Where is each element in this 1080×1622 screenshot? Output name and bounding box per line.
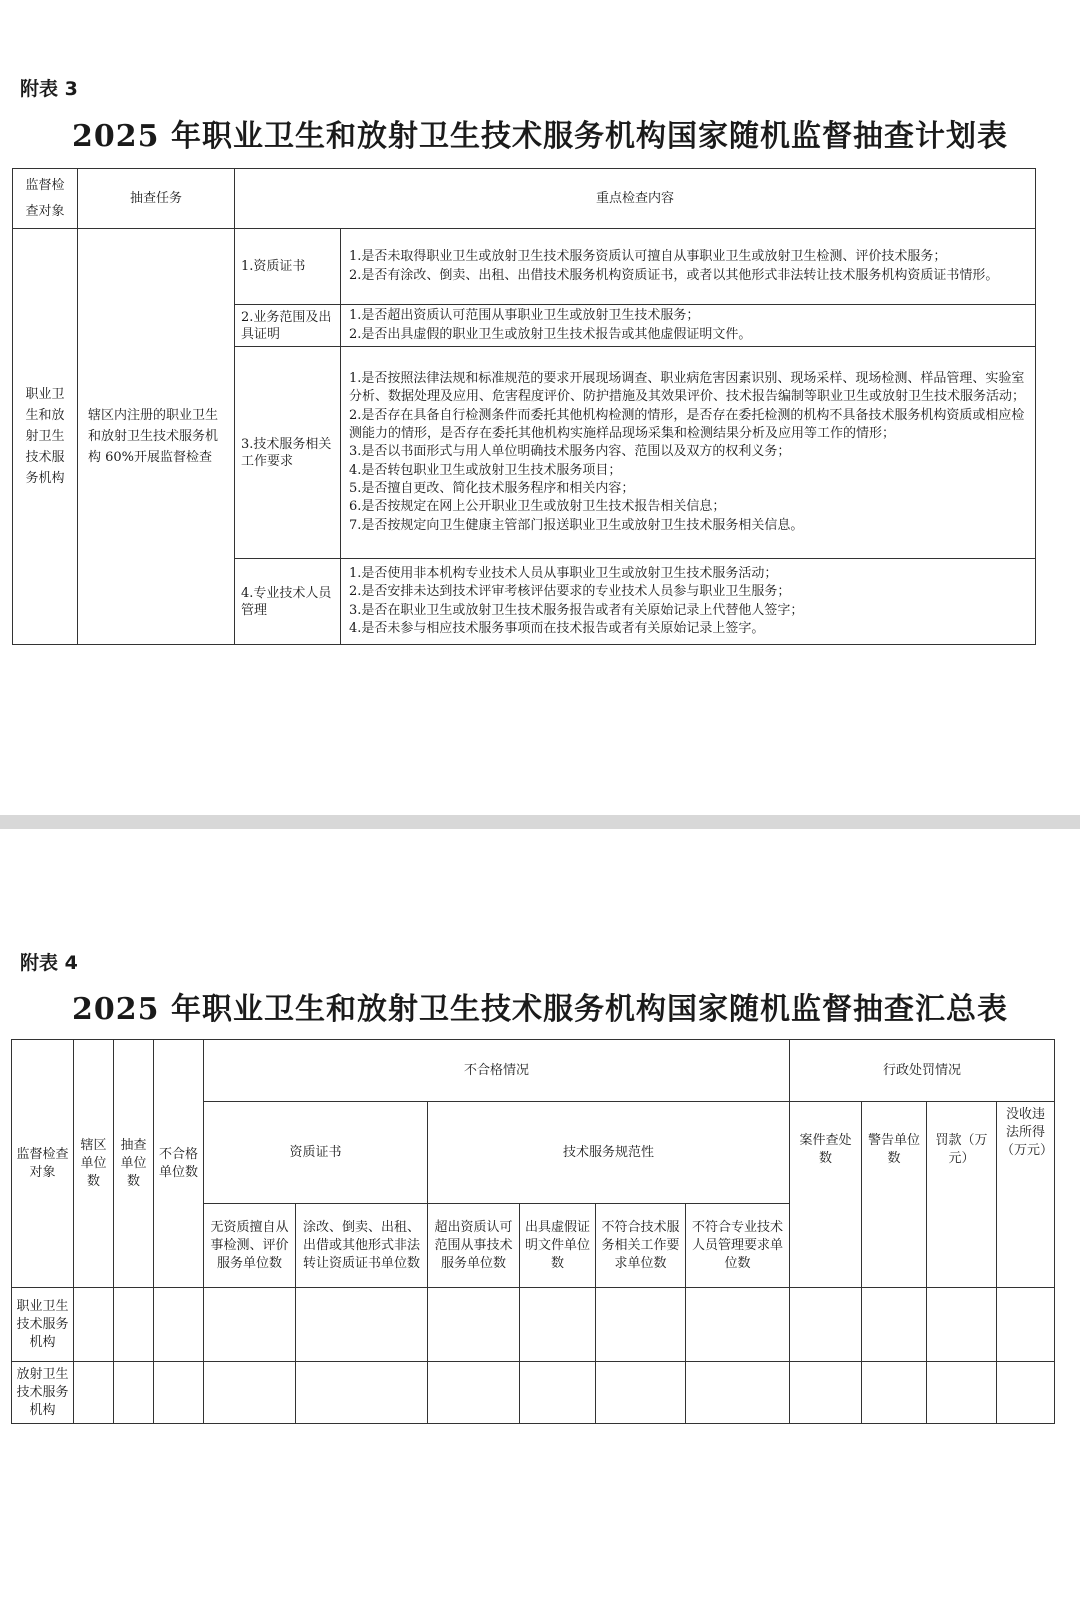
data-cell <box>74 1288 114 1362</box>
data-cell <box>428 1362 520 1424</box>
section-name: 2.业务范围及出具证明 <box>235 305 341 347</box>
header-cases: 案件查处数 <box>790 1102 862 1288</box>
data-cell <box>596 1288 686 1362</box>
section-items <box>341 305 1036 347</box>
data-cell <box>74 1362 114 1424</box>
header-fine: 罚款（万元） <box>927 1102 997 1288</box>
data-cell <box>154 1288 204 1362</box>
header-confiscate: 没收违法所得（万元） <box>997 1102 1055 1288</box>
data-cell <box>114 1362 154 1424</box>
data-cell <box>296 1288 428 1362</box>
summary-title: 2025 年职业卫生和放射卫生技术服务机构国家随机监督抽查汇总表 <box>72 992 1008 1027</box>
header-no-qual: 无资质擅自从事检测、评价服务单位数 <box>204 1204 296 1288</box>
data-cell <box>862 1362 927 1424</box>
data-cell <box>204 1362 296 1424</box>
header-penalty: 行政处罚情况 <box>790 1040 1055 1102</box>
header-sampled: 抽查单位数 <box>114 1040 154 1288</box>
header-task: 抽查任务 <box>78 169 235 229</box>
data-cell <box>997 1288 1055 1362</box>
header-false-cert: 出具虚假证明文件单位数 <box>520 1204 596 1288</box>
section-items <box>341 559 1036 645</box>
header-alter: 涂改、倒卖、出租、出借或其他形式非法转让资质证书单位数 <box>296 1204 428 1288</box>
header-jurisdiction: 辖区单位数 <box>74 1040 114 1288</box>
check-item: 3.是否在职业卫生或放射卫生技术服务报告或者有关原始记录上代替他人签字； <box>349 602 804 618</box>
header-tech-req: 不符合技术服务相关工作要求单位数 <box>596 1204 686 1288</box>
data-cell <box>204 1288 296 1362</box>
data-cell <box>790 1362 862 1424</box>
data-cell <box>686 1288 790 1362</box>
data-cell <box>114 1288 154 1362</box>
page-separator <box>0 815 1080 829</box>
row-label: 职业卫生技术服务机构 <box>12 1288 74 1362</box>
plan-table <box>12 168 1036 645</box>
data-cell <box>927 1362 997 1424</box>
check-item: 2.是否出具虚假的职业卫生或放射卫生技术报告或其他虚假证明文件。 <box>349 326 752 342</box>
target-cell: 职业卫生和放射卫生技术服务机构 <box>13 229 78 645</box>
check-item: 1.是否超出资质认可范围从事职业卫生或放射卫生技术服务； <box>349 308 700 324</box>
data-cell <box>997 1362 1055 1424</box>
check-item: 1.是否按照法律法规和标准规范的要求开展现场调查、职业病危害因素识别、现场采样、现场检测、样品管理、实验室分析、数据处理及应用、危害程度评价、防护措施及其效果评价、技术报告编制等职业卫生或放射卫生技术服务活动； <box>349 371 1026 405</box>
data-cell <box>927 1288 997 1362</box>
data-cell <box>296 1362 428 1424</box>
data-cell <box>596 1362 686 1424</box>
section-name: 1.资质证书 <box>235 229 341 305</box>
section-name: 4.专业技术人员管理 <box>235 559 341 645</box>
header-beyond: 超出资质认可范围从事技术服务单位数 <box>428 1204 520 1288</box>
check-item: 2.是否有涂改、倒卖、出租、出借技术服务机构资质证书，或者以其他形式非法转让技术服务机构资质证书情形。 <box>349 267 999 283</box>
task-cell: 辖区内注册的职业卫生和放射卫生技术服务机构 60%开展监督检查 <box>78 229 235 645</box>
data-cell <box>790 1288 862 1362</box>
data-cell <box>862 1288 927 1362</box>
check-item: 1.是否使用非本机构专业技术人员从事职业卫生或放射卫生技术服务活动； <box>349 565 778 581</box>
check-item: 1.是否未取得职业卫生或放射卫生技术服务资质认可擅自从事职业卫生或放射卫生检测、评价技术服务； <box>349 249 947 265</box>
data-cell <box>154 1362 204 1424</box>
appendix-label-3: 附表 3 <box>20 78 78 100</box>
check-item: 4.是否转包职业卫生或放射卫生技术服务项目； <box>349 462 622 478</box>
summary-table <box>11 1039 1055 1424</box>
header-target: 监督检查对象 <box>13 169 78 229</box>
data-cell <box>520 1362 596 1424</box>
header-staff: 不符合专业技术人员管理要求单位数 <box>686 1204 790 1288</box>
check-item: 7.是否按规定向卫生健康主管部门报送职业卫生或放射卫生技术服务相关信息。 <box>349 517 804 533</box>
check-item: 2.是否安排未达到技术评审考核评估要求的专业技术人员参与职业卫生服务； <box>349 584 791 600</box>
check-item: 4.是否未参与相应技术服务事项而在技术报告或者有关原始记录上签字。 <box>349 620 765 636</box>
summary-page <box>0 829 1080 1622</box>
section-items <box>341 229 1036 305</box>
row-label: 放射卫生技术服务机构 <box>12 1362 74 1424</box>
header-qualification: 资质证书 <box>204 1102 428 1204</box>
header-unqualified: 不合格单位数 <box>154 1040 204 1288</box>
header-target: 监督检查对象 <box>12 1040 74 1288</box>
check-item: 2.是否存在具备自行检测条件而委托其他机构检测的情形，是否存在委托检测的机构不具备技术服务机构资质或相应检测能力的情形，是否存在委托其他机构实施样品现场采集和检测结果分析及应用等工作的情形； <box>349 407 1025 442</box>
check-item: 5.是否擅自更改、简化技术服务程序和相关内容； <box>349 480 635 496</box>
data-cell <box>686 1362 790 1424</box>
data-cell <box>520 1288 596 1362</box>
check-item: 3.是否以书面形式与用人单位明确技术服务内容、范围以及双方的权利义务； <box>349 444 791 460</box>
header-content: 重点检查内容 <box>235 169 1036 229</box>
plan-title: 2025 年职业卫生和放射卫生技术服务机构国家随机监督抽查计划表 <box>72 119 1008 154</box>
section-name: 3.技术服务相关工作要求 <box>235 347 341 559</box>
header-warning: 警告单位数 <box>862 1102 927 1288</box>
check-item: 6.是否按规定在网上公开职业卫生或放射卫生技术报告相关信息； <box>349 499 726 515</box>
section-items <box>341 347 1036 559</box>
header-nonconform: 不合格情况 <box>204 1040 790 1102</box>
appendix-label-4: 附表 4 <box>20 952 78 974</box>
data-cell <box>428 1288 520 1362</box>
header-tech-standard: 技术服务规范性 <box>428 1102 790 1204</box>
